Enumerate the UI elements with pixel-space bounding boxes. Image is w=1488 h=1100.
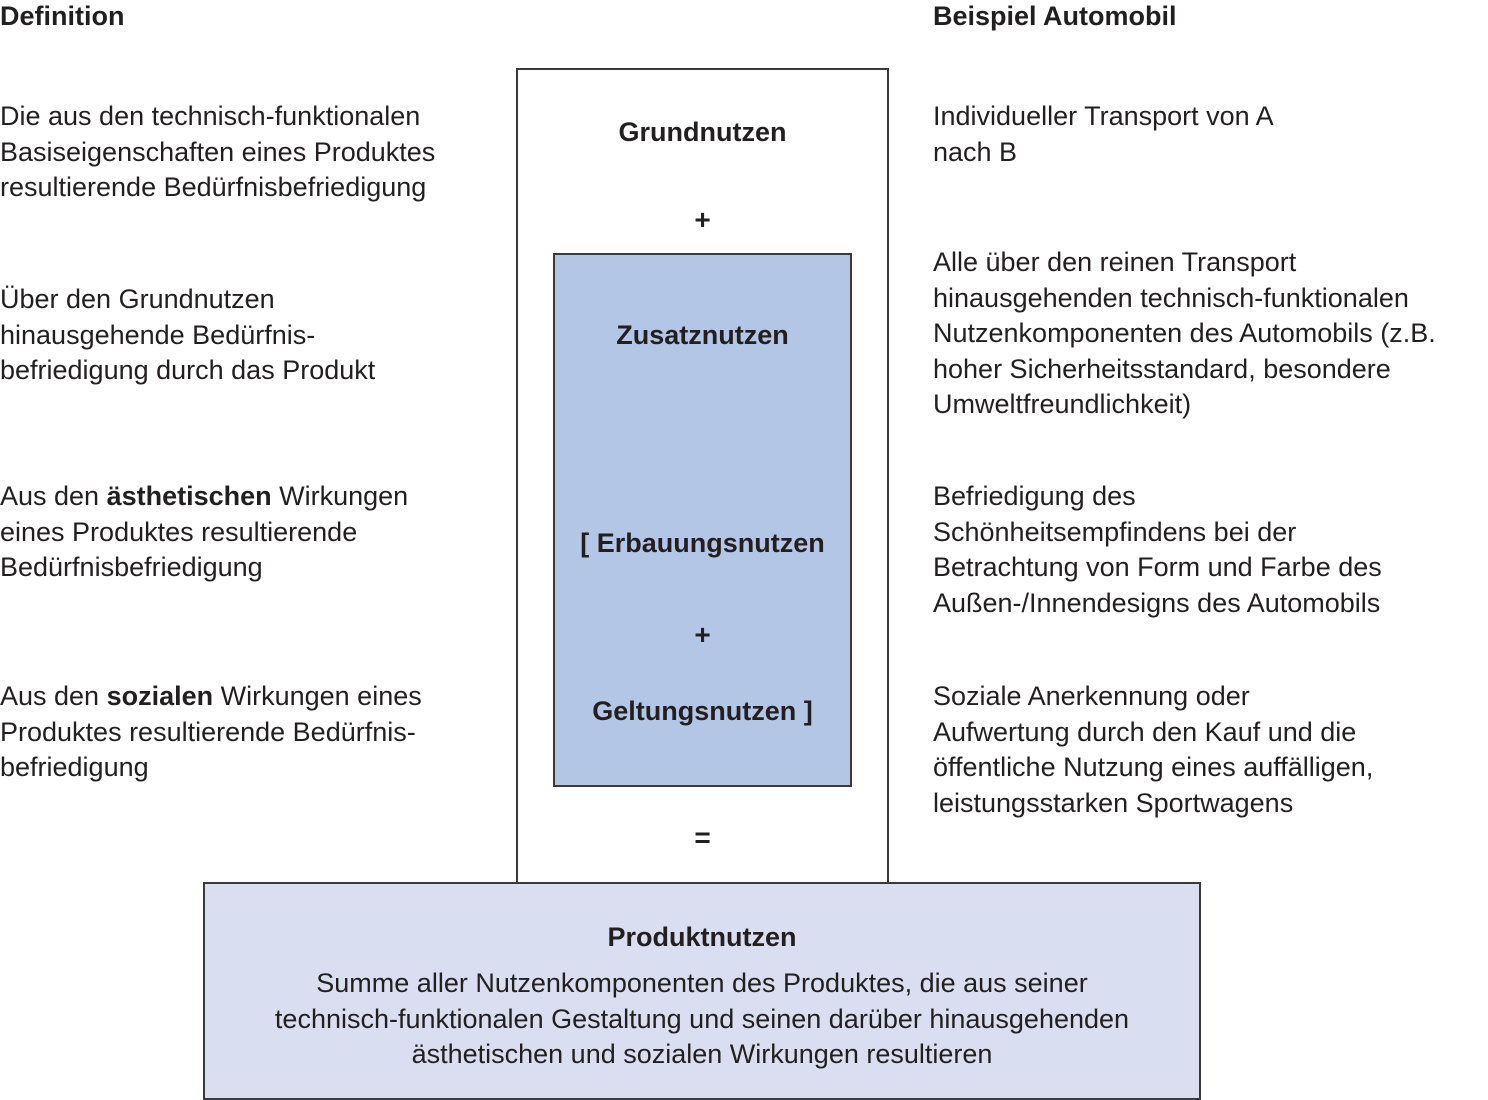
text-line: Befriedigung des [933, 481, 1136, 511]
example-erbauungsnutzen [933, 479, 1382, 621]
text-line: Aufwertung durch den Kauf und die [933, 716, 1357, 747]
text-segment: Aus den [0, 681, 107, 711]
description-line: technisch-funktionalen Gestaltung und seinen darüber hinausgehenden [274, 1003, 1130, 1034]
definition-header: Definition [0, 1, 125, 31]
zusatznutzen-label: Zusatznutzen [616, 320, 789, 350]
text-line: Umweltfreundlichkeit) [933, 389, 1192, 419]
plus-sign: + [694, 204, 711, 235]
example-grundnutzen [933, 99, 1274, 170]
text-line: hinausgehende Bedürfnis- [0, 319, 316, 350]
text-line: leistungsstarken Sportwagens [933, 787, 1294, 818]
description-line: ästhetischen und sozialen Wirkungen resultieren [411, 1039, 993, 1069]
example-zusatznutzen [933, 245, 1436, 423]
text-segment: Wirkungen [271, 481, 409, 511]
text-line: Über den Grundnutzen [0, 284, 275, 314]
text-line: Schönheitsempfindens bei der [933, 516, 1297, 547]
emphasis-text: sozialen [106, 681, 214, 711]
produktnutzen-title: Produktnutzen [607, 922, 797, 952]
text-line: Bedürfnisbefriedigung [0, 552, 263, 582]
text-line: Die aus den technisch-funktionalen [0, 101, 421, 131]
text-segment: Wirkungen eines [213, 681, 422, 711]
text-segment: Aus den [0, 481, 107, 511]
text-line: eines Produktes resultierende [0, 516, 358, 547]
text-line: Nutzenkomponenten des Automobils (z.B. [933, 318, 1436, 348]
text-line: resultierende Bedürfnisbefriedigung [0, 172, 427, 202]
example-header: Beispiel Automobil [933, 1, 1177, 31]
text-line [0, 679, 422, 715]
text-line: Soziale Anerkennung oder [933, 681, 1250, 711]
text-line: Individueller Transport von A [933, 101, 1274, 131]
text-line: hinausgehenden technisch-funktionalen [933, 282, 1409, 313]
text-line: Basiseigenschaften eines Produktes [0, 136, 436, 167]
plus-sign: + [694, 619, 711, 650]
text-line: Produktes resultierende Bedürfnis- [0, 716, 416, 747]
grundnutzen-label: Grundnutzen [618, 117, 787, 147]
text-line: hoher Sicherheitsstandard, besondere [933, 353, 1391, 384]
description-line: Summe aller Nutzenkomponenten des Produktes, die aus seiner [316, 968, 1088, 998]
geltungsnutzen-label: Geltungsnutzen ] [592, 696, 813, 726]
equals-sign: = [694, 822, 711, 853]
text-line [0, 479, 408, 515]
definition-erbauungsnutzen [0, 479, 408, 586]
definition-geltungsnutzen [0, 679, 422, 786]
text-line: befriedigung durch das Produkt [0, 355, 376, 385]
text-line: befriedigung [0, 752, 149, 782]
definition-grundnutzen [0, 99, 435, 206]
text-line: nach B [933, 136, 1018, 167]
text-line: Außen-/Innendesigns des Automobils [933, 587, 1381, 618]
definition-zusatznutzen [0, 282, 375, 389]
example-geltungsnutzen [933, 679, 1373, 821]
emphasis-text: ästhetischen [106, 481, 272, 511]
text-line: öffentliche Nutzung eines auffälligen, [933, 752, 1374, 782]
text-line: Betrachtung von Form und Farbe des [933, 552, 1382, 582]
produktnutzen-description [203, 966, 1201, 1073]
erbauungsnutzen-label: [ Erbauungsnutzen [580, 528, 825, 558]
text-line: Alle über den reinen Transport [933, 247, 1297, 277]
